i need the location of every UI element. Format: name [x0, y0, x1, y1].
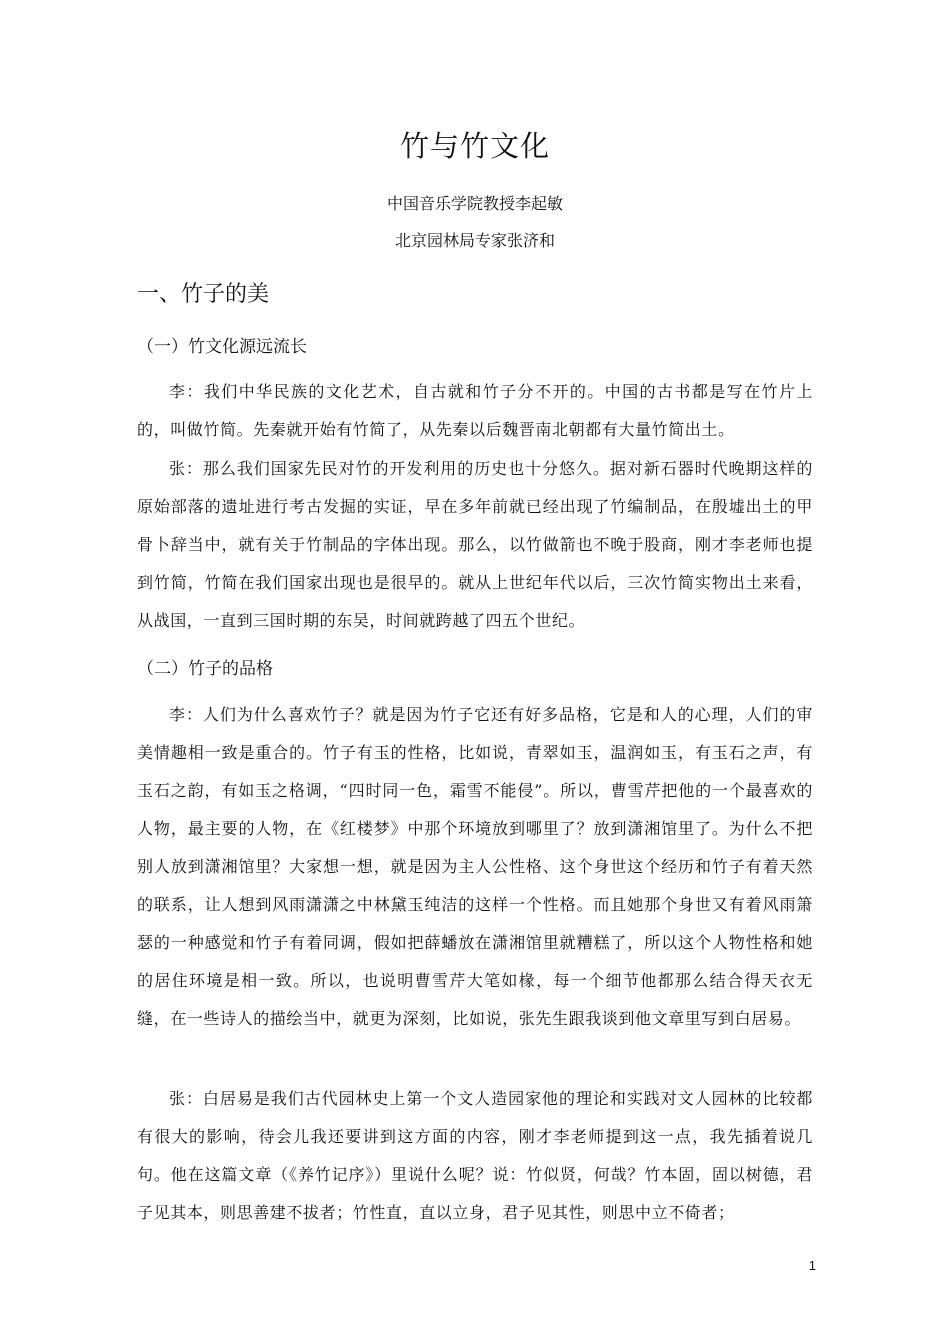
author-line: 中国音乐学院教授李起敏 — [386, 194, 563, 213]
paragraph: 张：那么我们国家先民对竹的开发利用的历史也十分悠久。据对新石器时代晚期这样的原始部落的遗址进行考古发掘的实证，早在多年前就已经出现了竹编制品，在殷墟出土的甲骨卜辞当中，就有关于竹制品的字体出现。那么，以竹做箭也不晚于股商，刚才李老师也提到竹简，竹简在我们国家出现也是很早的。就从上世纪年代以后，三次竹简实物出土来看，从战国，一直到三国时期的东吴，时间就跨越了四五个世纪。 — [137, 459, 813, 630]
paragraph: 李：人们为什么喜欢竹子？就是因为竹子它还有好多品格，它是和人的心理，人们的审美情趣相一致是重合的。竹子有玉的性格，比如说，青翠如玉，温润如玉，有玉石之声，有玉石之韵，有如玉之格调，“四时同一色，霜雪不能侵”。所以，曹雪芹把他的一个最喜欢的人物，最主要的人物，在《红楼梦》中那个环境放到哪里了？放到潇湘馆里了。为什么不把别人放到潇湘馆里？大家想一想，就是因为主人公性格、这个身世这个经历和竹子有着天然的联系，让人想到风雨潇潇之中林黛玉纯洁的这样一个性格。而且她那个身世又有着风雨箫瑟的一种感觉和竹子有着同调，假如把薛蟠放在潇湘馆里就糟糕了，所以这个人物性格和她的居住环境是相一致。所以，也说明曹雪芹大笔如椽，每一个细节他都那么结合得天衣无缝，在一些诗人的描绘当中，就更为深刻，比如说，张先生跟我谈到他文章里写到白居易。 — [137, 705, 813, 1028]
author-line: 北京园林局专家张济和 — [394, 231, 555, 250]
document-title: 竹与竹文化 — [399, 129, 550, 163]
section-heading: 一、竹子的美 — [137, 282, 270, 307]
paragraph: 李：我们中华民族的文化艺术，自古就和竹子分不开的。中国的古书都是写在竹片上的，叫做竹简。先秦就开始有竹简了，从先秦以后魏晋南北朝都有大量竹简出土。 — [137, 382, 813, 439]
paragraph: 张：白居易是我们古代园林史上第一个文人造园家他的理论和实践对文人园林的比较都有很大的影响，待会儿我还要讲到这方面的内容，刚才李老师提到这一点，我先插着说几句。他在这篇文章（《养竹记序》）里说什么呢？说：竹似贤，何哉？竹本固，固以树德，君子见其本，则思善建不拔者；竹性直，直以立身，君子见其性，则思中立不倚者； — [137, 1089, 813, 1222]
subsection-heading: （一）竹文化源远流长 — [137, 337, 307, 357]
page-number: 1 — [808, 1258, 816, 1273]
subsection-heading: （二）竹子的品格 — [137, 659, 273, 679]
